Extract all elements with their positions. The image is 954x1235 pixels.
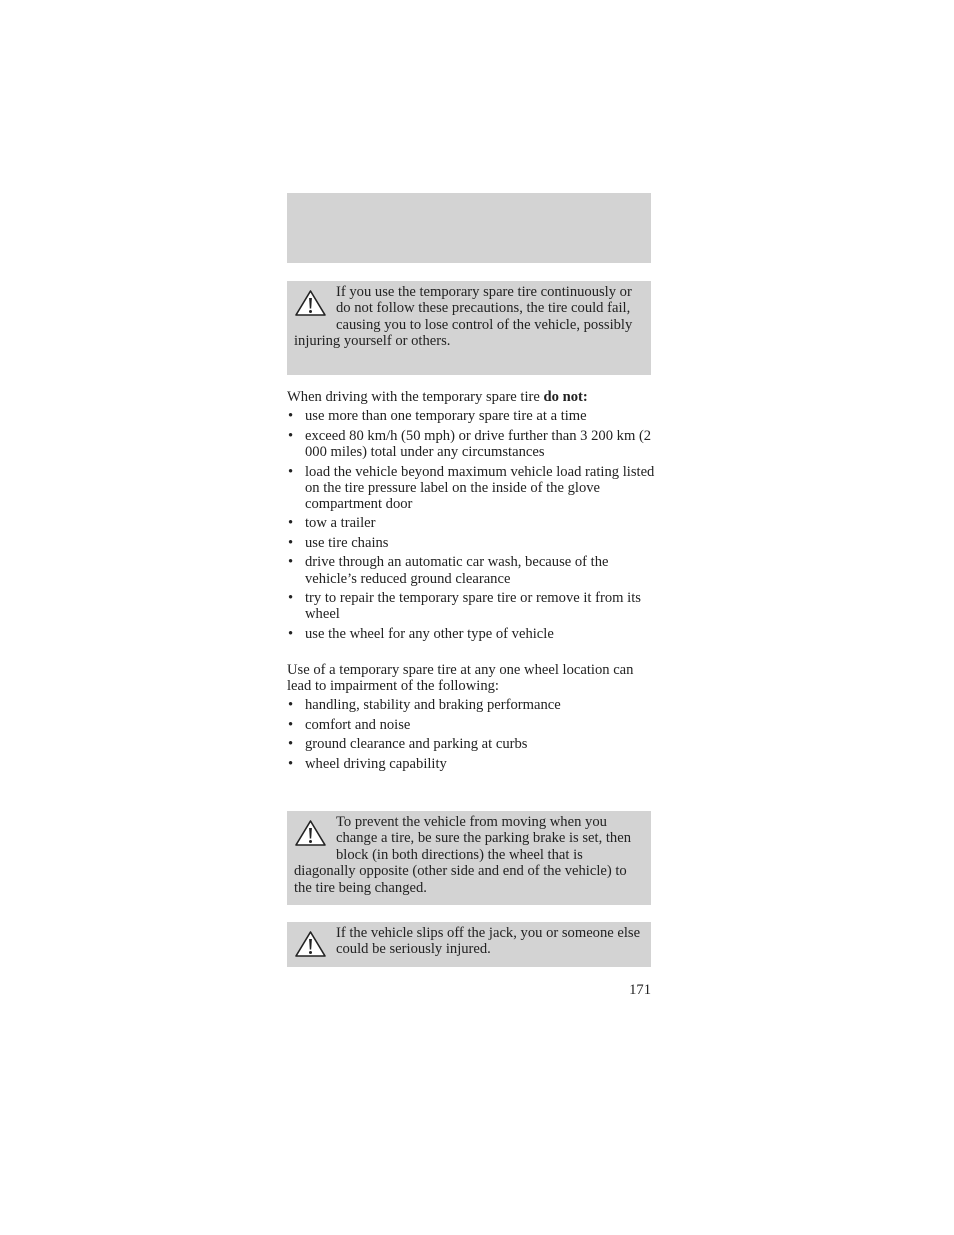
warning-text: If the vehicle slips off the jack, you or someone else could be seriously injured. (336, 925, 641, 958)
list-item: • use the wheel for any other type of vehicle (288, 625, 554, 642)
page-number: 171 (629, 982, 651, 998)
impairment-list (287, 694, 657, 772)
list-item: • wheel driving capability (288, 755, 447, 772)
intro-emphasis: do not: (543, 389, 588, 405)
section-header-band (287, 193, 651, 263)
list-item: • comfort and noise (288, 716, 411, 733)
list-item: • try to repair the temporary spare tire or remove it from its wheel (288, 590, 641, 623)
list-item: • tow a trailer (288, 515, 376, 532)
warning-box-spare-tire (287, 281, 651, 375)
list-item: • handling, stability and braking performance (288, 697, 561, 714)
warning-text: To prevent the vehicle from moving when you change a tire, be sure the parking brake is set, then block (in both directions) the wheel that is diagonally opposite (other side and end of the vehicle) to the tire being changed. (294, 814, 632, 896)
list-item: • load the vehicle beyond maximum vehicle load rating listed on the tire pressure label on the inside of the glove compartment door (288, 463, 655, 512)
warning-text: If you use the temporary spare tire continuously or do not follow these precautions, the tire could fail, causing you to lose control of the vehicle, possibly injuring yourself or others. (294, 284, 633, 350)
list-item: • drive through an automatic car wash, because of the vehicle’s reduced ground clearance (288, 554, 609, 587)
list-item: • ground clearance and parking at curbs (288, 736, 528, 753)
impairment-intro: Use of a temporary spare tire at any one wheel location can lead to impairment of the following: (287, 662, 634, 695)
warning-box-parking-brake (287, 811, 651, 905)
warning-box-jack (287, 922, 651, 967)
spare-tire-intro (287, 389, 657, 405)
list-item: • use more than one temporary spare tire at a time (288, 408, 587, 425)
list-item: • use tire chains (288, 534, 389, 551)
list-item: • exceed 80 km/h (50 mph) or drive further than 3 200 km (2 000 miles) total under any circumstances (288, 427, 652, 460)
warning-triangle-icon (294, 819, 327, 847)
warning-triangle-icon (294, 930, 327, 958)
warning-triangle-icon (294, 289, 327, 317)
do-not-list (287, 405, 657, 642)
intro-text: When driving with the temporary spare tire (287, 389, 544, 405)
